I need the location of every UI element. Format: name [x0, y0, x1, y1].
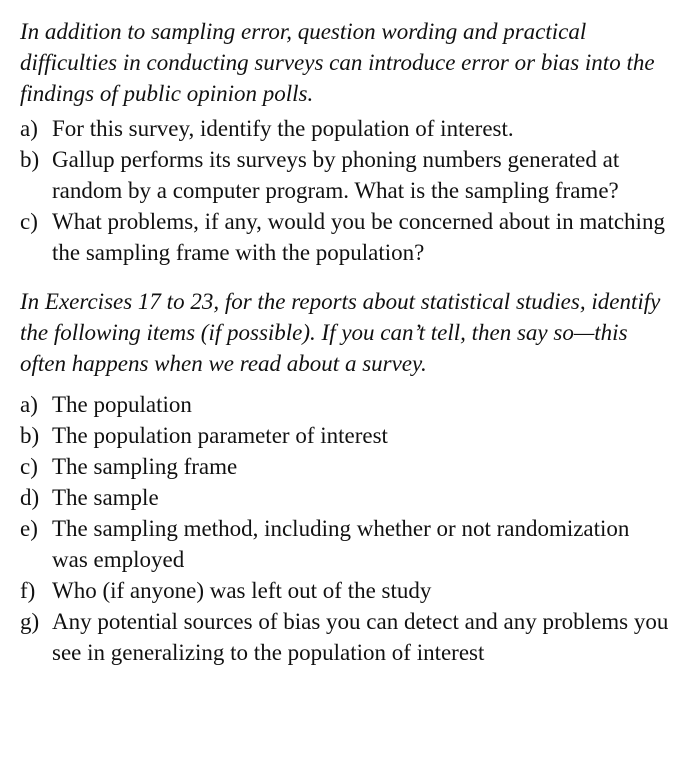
- item-marker: e): [20, 516, 38, 541]
- list-item: [20, 389, 670, 420]
- list-item: [20, 575, 670, 606]
- item-marker: a): [20, 392, 38, 417]
- item-marker: d): [20, 485, 40, 510]
- list-item: [20, 606, 670, 668]
- item-marker: b): [20, 147, 40, 172]
- section1-question-list: [20, 113, 670, 268]
- item-text: The sampling method, including whether or not randomization was employed: [52, 516, 630, 572]
- item-marker: c): [20, 209, 38, 234]
- section2-item-list: [20, 389, 670, 668]
- item-text: The sample: [52, 485, 159, 510]
- item-text: Any potential sources of bias you can detect and any problems you see in generalizing to the population of interest: [52, 609, 669, 665]
- item-text: What problems, if any, would you be concerned about in matching the sampling frame with the population?: [52, 209, 665, 265]
- item-marker: c): [20, 454, 38, 479]
- list-item: [20, 420, 670, 451]
- list-item: [20, 482, 670, 513]
- item-text: The sampling frame: [52, 454, 238, 479]
- question-item: [20, 113, 670, 144]
- section1-intro: In addition to sampling error, question wording and practical difficulties in conducting surveys can introduce error or bias into the findings of public opinion polls.: [20, 19, 655, 106]
- list-item: [20, 513, 670, 575]
- item-marker: b): [20, 423, 40, 448]
- item-text: Gallup performs its surveys by phoning numbers generated at random by a computer program. What is the sampling frame?: [52, 147, 620, 203]
- item-text: Who (if anyone) was left out of the study: [52, 578, 432, 603]
- list-item: [20, 451, 670, 482]
- item-text: For this survey, identify the population of interest.: [52, 116, 514, 141]
- item-marker: f): [20, 578, 36, 603]
- question-item: [20, 206, 670, 268]
- question-item: [20, 144, 670, 206]
- item-marker: g): [20, 609, 40, 634]
- item-text: The population parameter of interest: [52, 423, 388, 448]
- section2-intro: In Exercises 17 to 23, for the reports about statistical studies, identify the following items (if possible). If you can’t tell, then say so—this often happens when we read about a survey.: [20, 289, 661, 376]
- item-text: The population: [52, 392, 192, 417]
- item-marker: a): [20, 116, 38, 141]
- textbook-page: [20, 16, 670, 668]
